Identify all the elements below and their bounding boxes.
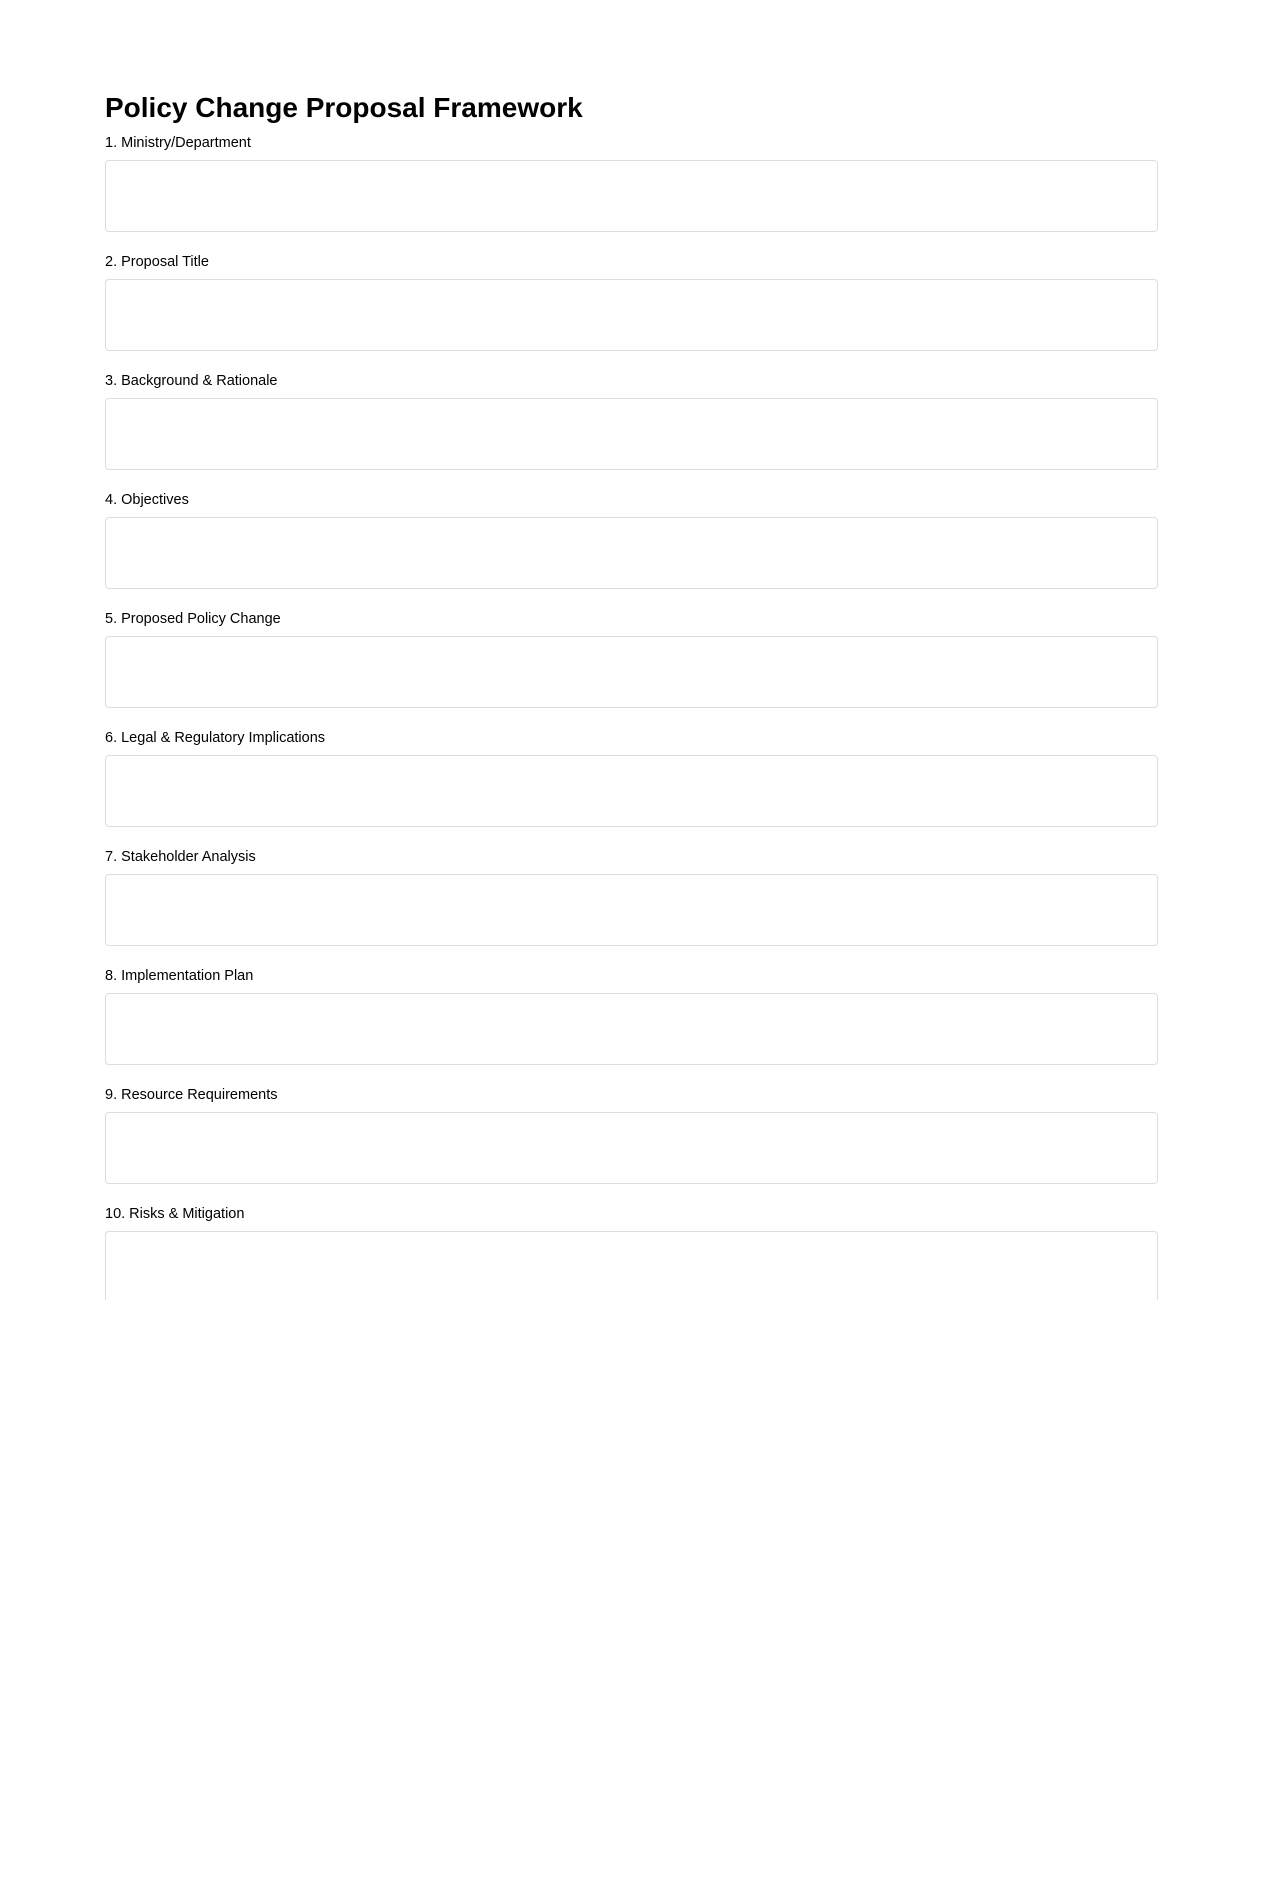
field-label: 5. Proposed Policy Change xyxy=(105,611,281,627)
field-implementation-plan xyxy=(105,968,1158,1087)
field-risks-mitigation xyxy=(105,1206,1158,1300)
stakeholder-analysis-input[interactable] xyxy=(105,874,1158,946)
field-proposal-title xyxy=(105,254,1158,373)
page-title: Policy Change Proposal Framework xyxy=(105,92,583,123)
field-label: 9. Resource Requirements xyxy=(105,1087,278,1103)
field-label: 3. Background & Rationale xyxy=(105,373,278,389)
proposal-title-input[interactable] xyxy=(105,279,1158,351)
field-label: 7. Stakeholder Analysis xyxy=(105,849,256,865)
field-label: 10. Risks & Mitigation xyxy=(105,1206,245,1222)
field-proposed-policy-change xyxy=(105,611,1158,730)
resource-requirements-input[interactable] xyxy=(105,1112,1158,1184)
field-label: 1. Ministry/Department xyxy=(105,135,251,151)
proposal-form xyxy=(105,135,1158,1300)
field-background-rationale xyxy=(105,373,1158,492)
risks-mitigation-input[interactable] xyxy=(105,1231,1158,1300)
legal-regulatory-implications-input[interactable] xyxy=(105,755,1158,827)
objectives-input[interactable] xyxy=(105,517,1158,589)
ministry-department-input[interactable] xyxy=(105,160,1158,232)
field-label: 8. Implementation Plan xyxy=(105,968,254,984)
field-label: 2. Proposal Title xyxy=(105,254,209,270)
field-resource-requirements xyxy=(105,1087,1158,1206)
field-label: 4. Objectives xyxy=(105,492,189,508)
field-label: 6. Legal & Regulatory Implications xyxy=(105,730,326,746)
document-page xyxy=(105,0,1158,1300)
background-rationale-input[interactable] xyxy=(105,398,1158,470)
field-objectives xyxy=(105,492,1158,611)
implementation-plan-input[interactable] xyxy=(105,993,1158,1065)
field-stakeholder-analysis xyxy=(105,849,1158,968)
proposed-policy-change-input[interactable] xyxy=(105,636,1158,708)
field-ministry-department xyxy=(105,135,1158,254)
field-legal-regulatory-implications xyxy=(105,730,1158,849)
